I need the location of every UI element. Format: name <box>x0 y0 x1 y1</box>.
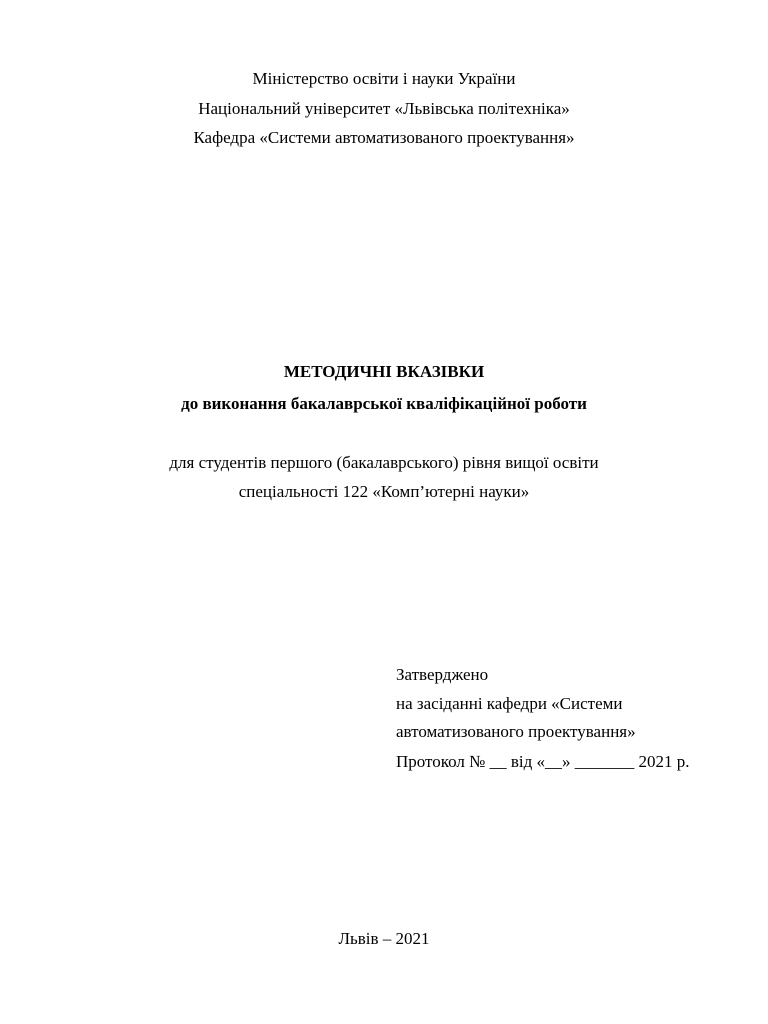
approval-protocol: Протокол № __ від «__» _______ 2021 р. <box>396 752 690 771</box>
ministry-line: Міністерство освіти і науки України <box>252 69 516 88</box>
audience-line-2: спеціальності 122 «Комп’ютерні науки» <box>238 482 530 501</box>
city-year: Львів – 2021 <box>338 929 430 948</box>
audience-line-1: для студентів першого (бакалаврського) рівня вищої освіти <box>169 453 599 472</box>
department-line: Кафедра «Системи автоматизованого проектування» <box>193 128 575 147</box>
approval-line-2: на засіданні кафедри «Системи <box>396 694 623 713</box>
document-title: МЕТОДИЧНІ ВКАЗІВКИ <box>283 362 485 381</box>
approval-heading: Затверджено <box>396 665 489 684</box>
university-line: Національний університет «Львівська політехніка» <box>198 99 570 118</box>
document-subtitle: до виконання бакалаврської кваліфікаційної роботи <box>181 394 587 413</box>
approval-line-3: автоматизованого проектування» <box>396 722 636 741</box>
